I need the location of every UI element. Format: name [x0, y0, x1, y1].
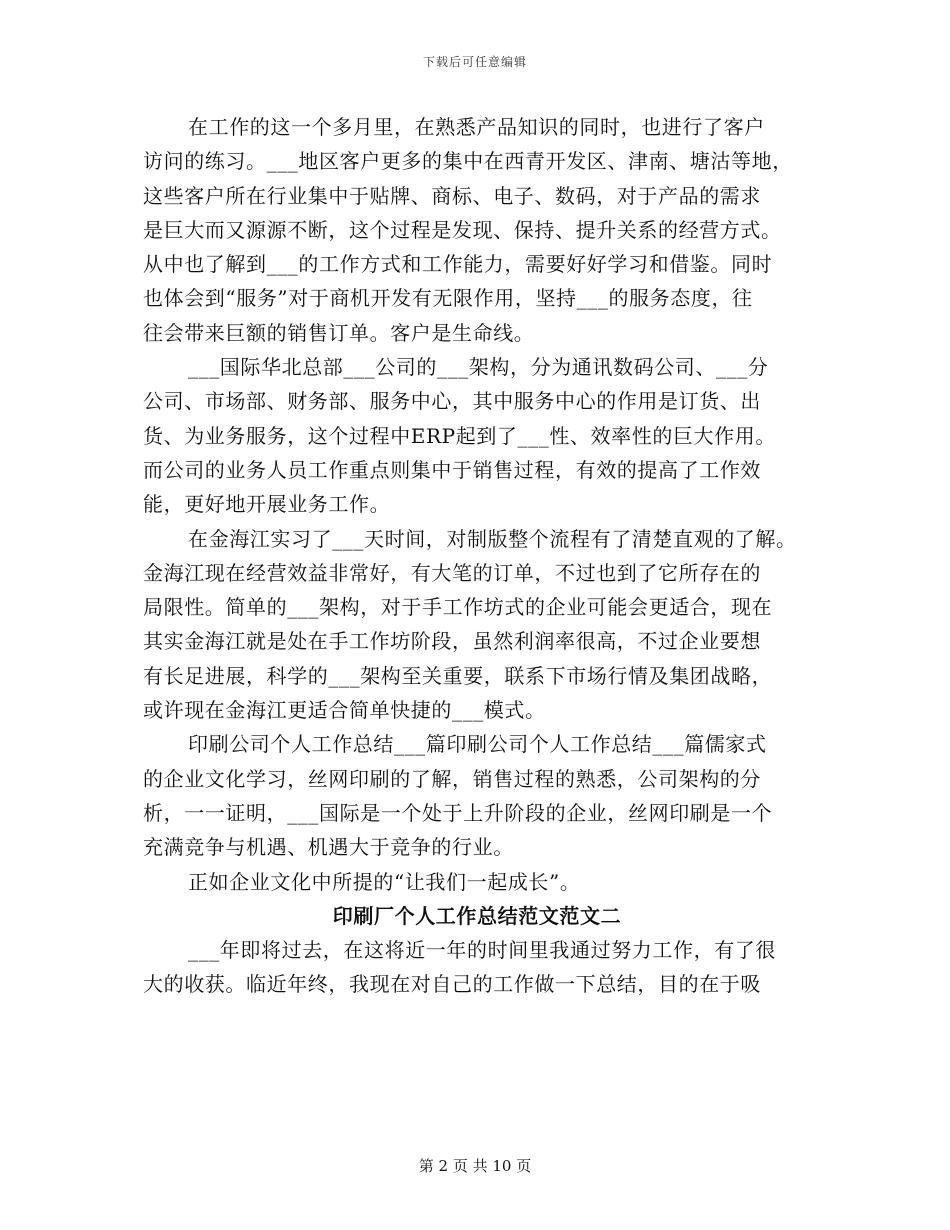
text-line: 货、为业务服务，这个过程中ERP起到了___性、效率性的巨大作用。	[143, 423, 776, 448]
paragraph	[143, 110, 811, 350]
text-line: 公司、市场部、财务部、服务中心，其中服务中心的作用是订货、出	[143, 389, 761, 414]
text-line: 大的收获。临近年终，我现在对自己的工作做一下总结，目的在于吸	[143, 972, 761, 997]
text-line: 这些客户所在行业集中于贴牌、商标、电子、数码，对于产品的需求	[143, 183, 761, 208]
text-line: 充满竞争与机遇、机遇大于竞争的行业。	[143, 835, 514, 860]
page-number: 第 2 页 共 10 页	[418, 1157, 532, 1175]
text-line: 的企业文化学习，丝网印刷的了解，销售过程的熟悉，公司架构的分	[143, 766, 761, 791]
section-heading: 印刷厂个人工作总结范文范文二	[332, 903, 622, 928]
paragraph	[143, 522, 811, 728]
paragraph	[143, 933, 811, 1002]
paragraph	[143, 350, 811, 521]
text-line: 能，更好地开展业务工作。	[143, 492, 391, 517]
text-line: 在工作的这一个多月里，在熟悉产品知识的同时，也进行了客户	[188, 115, 765, 139]
text-line: 其实金海江就是处在手工作坊阶段，虽然利润率很高，不过企业要想	[143, 629, 761, 654]
text-line: 在金海江实习了___天时间，对制版整个流程有了清楚直观的了解。	[188, 526, 797, 551]
text-line: 金海江现在经营效益非常好，有大笔的订单，不过也到了它所存在的	[143, 560, 761, 585]
document-body	[143, 110, 811, 1002]
text-line: 从中也了解到___的工作方式和工作能力，需要好好学习和借鉴。同时	[143, 252, 773, 277]
text-line: 印刷公司个人工作总结___篇印刷公司个人工作总结___篇儒家式	[188, 732, 767, 757]
text-line: ___国际华北总部___公司的___架构，分为通讯数码公司、___分	[188, 355, 769, 380]
text-line: 也体会到“服务”对于商机开发有无限作用，坚持___的服务态度，往	[143, 286, 753, 311]
header-note: 下载后可任意编辑	[422, 55, 527, 69]
text-line: 是巨大而又源源不断，这个过程是发现、保持、提升关系的经营方式。	[143, 217, 782, 242]
text-line: 而公司的业务人员工作重点则集中于销售过程，有效的提高了工作效	[143, 457, 761, 482]
text-line: 往会带来巨额的销售订单。客户是生命线。	[143, 320, 535, 345]
paragraph	[143, 865, 811, 899]
text-line: 访问的练习。___地区客户更多的集中在西青开发区、津南、塘沽等地，	[143, 149, 793, 174]
text-line: ___年即将过去，在这将近一年的时间里我通过努力工作，有了很	[188, 938, 776, 963]
text-line: 正如企业文化中所提的“让我们一起成长”。	[188, 869, 581, 894]
text-line: 析，一一证明，___国际是一个处于上升阶段的企业，丝网印刷是一个	[143, 800, 773, 825]
paragraph	[143, 727, 811, 864]
text-line: 局限性。简单的___架构，对于手工作坊式的企业可能会更适合，现在	[143, 595, 773, 620]
text-line: 有长足进展，科学的___架构至关重要，联系下市场行情及集团战略，	[143, 663, 773, 688]
text-line: 或许现在金海江更适合简单快捷的___模式。	[143, 698, 546, 723]
